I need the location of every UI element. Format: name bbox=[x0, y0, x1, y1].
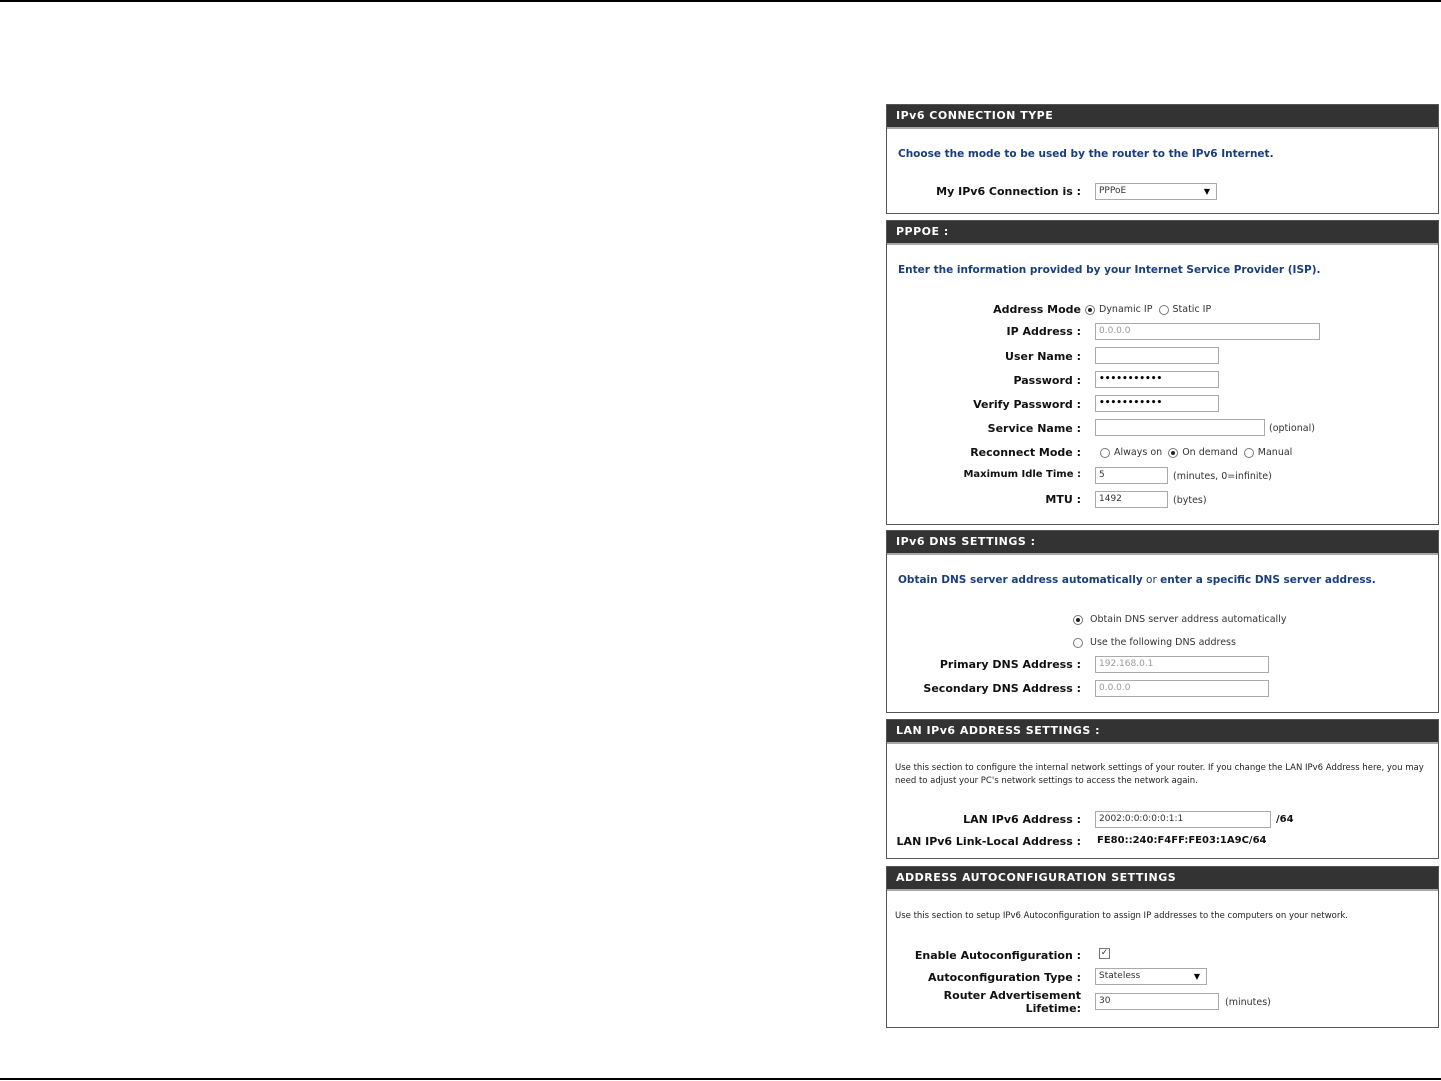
connection-type-label: My IPv6 Connection is : bbox=[936, 185, 1081, 198]
section-header: LAN IPv6 ADDRESS SETTINGS : bbox=[887, 720, 1438, 744]
link-local-value: FE80::240:F4FF:FE03:1A9C/64 bbox=[1097, 835, 1267, 846]
dns-manual-option: Use the following DNS address bbox=[1073, 637, 1236, 648]
primary-dns-input[interactable]: 192.168.0.1 bbox=[1095, 656, 1269, 673]
enable-autoconfiguration-wrap bbox=[1099, 948, 1110, 959]
router-advertisement-lifetime-input[interactable]: 30 bbox=[1095, 993, 1219, 1010]
password-label: Password : bbox=[1013, 374, 1081, 387]
dns-auto-radio[interactable] bbox=[1073, 615, 1083, 625]
max-idle-hint: (minutes, 0=infinite) bbox=[1173, 471, 1272, 482]
always-on-label: Always on bbox=[1114, 447, 1163, 458]
enable-autoconfiguration-label: Enable Autoconfiguration : bbox=[914, 949, 1081, 962]
service-name-hint: (optional) bbox=[1269, 423, 1315, 434]
chevron-down-icon: ▼ bbox=[1203, 187, 1210, 196]
section-description: Choose the mode to be used by the router to the IPv6 Internet. bbox=[898, 148, 1274, 160]
section-description: Obtain DNS server address automatically or enter a specific DNS server address. bbox=[898, 574, 1376, 586]
router-advertisement-label: Router Advertisement Lifetime: bbox=[943, 989, 1081, 1015]
section-header: PPPOE : bbox=[887, 221, 1438, 245]
lan-ipv6-address-label: LAN IPv6 Address : bbox=[963, 813, 1081, 826]
max-idle-input[interactable]: 5 bbox=[1095, 467, 1168, 484]
mtu-label: MTU : bbox=[1045, 493, 1081, 506]
ip-address-label: IP Address : bbox=[1006, 325, 1081, 338]
ipv6-dns-settings-panel bbox=[886, 530, 1439, 713]
on-demand-label: On demand bbox=[1182, 447, 1238, 458]
section-description: Use this section to configure the internal network settings of your router. If you change the LAN IPv6 Address here, you may need to adjust your PC's network settings to access the network again. bbox=[895, 763, 1424, 786]
manual-label: Manual bbox=[1257, 447, 1293, 458]
service-name-input[interactable] bbox=[1095, 419, 1265, 436]
lan-ipv6-address-input[interactable]: 2002:0:0:0:0:0:1:1 bbox=[1095, 811, 1271, 828]
bottom-rule bbox=[0, 1078, 1441, 1080]
chevron-down-icon: ▼ bbox=[1193, 972, 1200, 981]
connection-type-select[interactable] bbox=[1095, 183, 1217, 200]
max-idle-label: Maximum Idle Time : bbox=[963, 469, 1081, 480]
dns-manual-radio[interactable] bbox=[1073, 638, 1083, 648]
address-mode-options bbox=[1085, 304, 1211, 315]
ipv6-connection-type-panel bbox=[886, 104, 1439, 214]
verify-password-input[interactable]: ••••••••••• bbox=[1095, 395, 1219, 412]
user-name-label: User Name : bbox=[1005, 350, 1081, 363]
lan-ipv6-address-settings-panel bbox=[886, 719, 1439, 859]
on-demand-radio[interactable] bbox=[1168, 448, 1178, 458]
lifetime-hint: (minutes) bbox=[1225, 997, 1271, 1008]
link-local-label: LAN IPv6 Link-Local Address : bbox=[896, 835, 1081, 848]
autoconfiguration-type-select[interactable] bbox=[1095, 968, 1207, 985]
secondary-dns-input[interactable]: 0.0.0.0 bbox=[1095, 680, 1269, 697]
reconnect-mode-label: Reconnect Mode : bbox=[970, 446, 1081, 459]
section-header: ADDRESS AUTOCONFIGURATION SETTINGS bbox=[887, 867, 1438, 891]
service-name-label: Service Name : bbox=[987, 422, 1081, 435]
section-description: Enter the information provided by your Internet Service Provider (ISP). bbox=[898, 264, 1321, 276]
primary-dns-label: Primary DNS Address : bbox=[939, 658, 1081, 671]
pppoe-panel bbox=[886, 220, 1439, 525]
lan-prefix-suffix: /64 bbox=[1276, 814, 1294, 825]
autoconfiguration-type-value: Stateless bbox=[1099, 971, 1141, 981]
static-ip-label: Static IP bbox=[1172, 304, 1212, 315]
section-description: Use this section to setup IPv6 Autoconfiguration to assign IP addresses to the computers on your network. bbox=[895, 911, 1348, 921]
dynamic-ip-label: Dynamic IP bbox=[1099, 304, 1153, 315]
section-header: IPv6 CONNECTION TYPE bbox=[887, 105, 1438, 129]
dynamic-ip-radio[interactable] bbox=[1085, 305, 1095, 315]
address-mode-label: Address Mode bbox=[993, 303, 1081, 316]
secondary-dns-label: Secondary DNS Address : bbox=[923, 682, 1081, 695]
connection-type-value: PPPoE bbox=[1099, 186, 1127, 196]
section-header: IPv6 DNS SETTINGS : bbox=[887, 531, 1438, 555]
address-autoconfiguration-panel bbox=[886, 866, 1439, 1028]
autoconfiguration-type-label: Autoconfiguration Type : bbox=[928, 971, 1081, 984]
mtu-input[interactable]: 1492 bbox=[1095, 491, 1168, 508]
verify-password-label: Verify Password : bbox=[973, 398, 1081, 411]
always-on-radio[interactable] bbox=[1100, 448, 1110, 458]
mtu-hint: (bytes) bbox=[1173, 495, 1207, 506]
manual-radio[interactable] bbox=[1244, 448, 1254, 458]
dns-auto-option: Obtain DNS server address automatically bbox=[1073, 614, 1286, 625]
top-rule bbox=[0, 0, 1441, 2]
reconnect-mode-options bbox=[1100, 447, 1292, 458]
user-name-input[interactable] bbox=[1095, 347, 1219, 364]
password-input[interactable]: ••••••••••• bbox=[1095, 371, 1219, 388]
enable-autoconfiguration-checkbox[interactable]: ✓ bbox=[1100, 948, 1109, 958]
ip-address-input[interactable]: 0.0.0.0 bbox=[1095, 323, 1320, 340]
static-ip-radio[interactable] bbox=[1159, 305, 1169, 315]
